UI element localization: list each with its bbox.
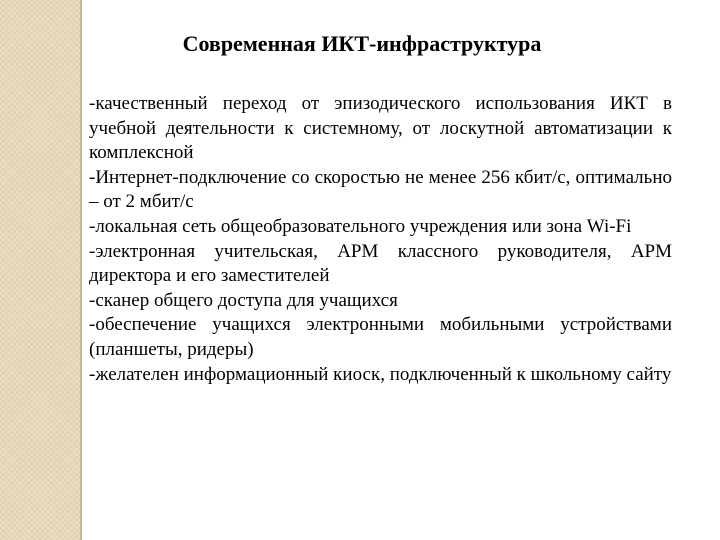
bullet-item-mobile-devices: -обеспечение учащихся электронными мобильными устройствами (планшеты, ридеры) [89,314,672,360]
bullet-item-internet-connection: -Интернет-подключение со скоростью не менее 256 кбит/с, оптимально – от 2 мбит/с [89,166,672,213]
bullet-item-ict-transition: -качественный переход от эпизодического использования ИКТ в учебной деятельности к системному, от лоскутной автоматизации к комплексной [89,93,672,164]
slide-title: Современная ИКТ-инфраструктура [182,31,542,56]
side-strip-border [80,0,82,540]
bullet-item-shared-scanner: -сканер общего доступа для учащихся [89,289,398,311]
bullet-item-info-kiosk: -желателен информационный киоск, подключенный к школьному сайту [89,363,672,385]
bullet-item-electronic-staffroom: -электронная учительская, АРМ классного руководителя, АРМ директора и его заместителей [89,240,672,287]
decorative-side-strip [0,0,80,540]
bullet-item-local-network: -локальная сеть общеобразовательного учреждения или зона Wi-Fi [89,215,632,237]
slide-body [89,92,672,387]
